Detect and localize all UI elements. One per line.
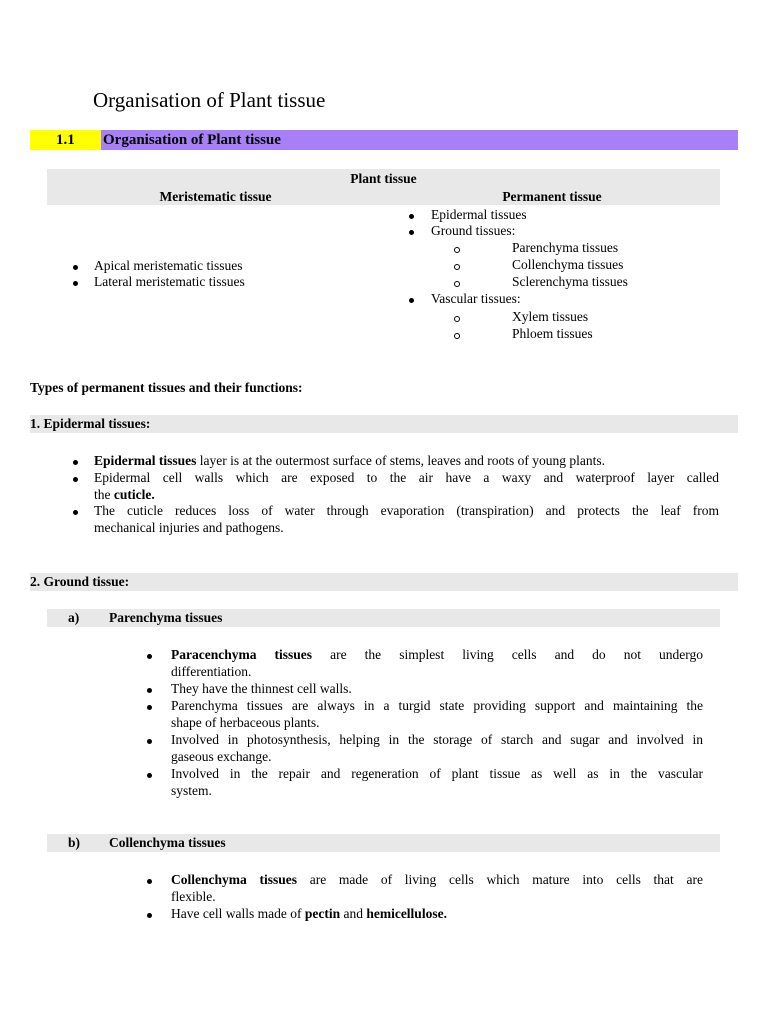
section-title: Organisation of Plant tissue: [101, 130, 738, 150]
column-permanent: Permanent tissue: [502, 189, 602, 204]
bullet-icon: [409, 214, 414, 219]
sub-list-item: Parenchyma tissues: [512, 240, 619, 255]
list-item: Have cell walls made of pectin and hemicellulose.: [171, 906, 447, 921]
sub-bullet-icon: [454, 264, 460, 270]
sub-bullet-icon: [454, 247, 460, 253]
bullet-icon: [409, 298, 414, 303]
bullet-icon: [73, 460, 78, 465]
bullet-icon: [147, 739, 152, 744]
sub-bullet-icon: [454, 333, 460, 339]
list-item-continued: differentiation.: [171, 664, 252, 679]
list-item: Ground tissues:: [431, 223, 516, 238]
list-item: The cuticle reduces loss of water through evaporation (transpiration) and protects the leaf from: [94, 503, 719, 518]
bullet-icon: [409, 230, 414, 235]
subsection-label: b): [68, 835, 81, 850]
list-item-continued: gaseous exchange.: [171, 749, 272, 764]
column-meristematic: Meristematic tissue: [159, 189, 272, 204]
sub-list-item: Collenchyma tissues: [512, 257, 624, 272]
bullet-icon: [147, 773, 152, 778]
section-number: 1.1: [30, 130, 101, 150]
list-item: Epidermal cell walls which are exposed to the air have a waxy and waterproof layer called: [94, 470, 719, 485]
document-title: Organisation of Plant tissue: [93, 88, 326, 112]
bullet-icon: [73, 477, 78, 482]
sub-list-item: Xylem tissues: [512, 309, 589, 324]
table-caption: Plant tissue: [350, 171, 417, 186]
list-item: Paracenchyma tissues are the simplest living cells and do not undergo: [171, 647, 704, 662]
subsection-collenchyma: [47, 834, 720, 852]
list-item-continued: the cuticle.: [94, 487, 155, 502]
subsection-label: a): [68, 610, 80, 625]
list-item: Involved in photosynthesis, helping in the storage of starch and sugar and involved in: [171, 732, 703, 747]
bullet-icon: [73, 281, 78, 286]
table-header: [47, 169, 720, 205]
ground-heading: 2. Ground tissue:: [30, 573, 738, 591]
list-item: Parenchyma tissues are always in a turgid state providing support and maintaining the: [171, 698, 703, 713]
list-item-continued: mechanical injuries and pathogens.: [94, 520, 284, 535]
list-item-continued: system.: [171, 783, 212, 798]
sub-bullet-icon: [454, 316, 460, 322]
bullet-icon: [147, 913, 152, 918]
list-item: Lateral meristematic tissues: [94, 274, 245, 289]
list-item-continued: shape of herbaceous plants.: [171, 715, 320, 730]
list-item: Epidermal tissues layer is at the outermost surface of stems, leaves and roots of young plants.: [94, 453, 606, 468]
list-item: Apical meristematic tissues: [94, 258, 243, 273]
list-item-continued: flexible.: [171, 889, 216, 904]
list-item: Epidermal tissues: [431, 207, 527, 222]
bullet-icon: [73, 510, 78, 515]
list-item: Involved in the repair and regeneration of plant tissue as well as in the vascular: [171, 766, 703, 781]
sub-list-item: Sclerenchyma tissues: [512, 274, 628, 289]
bullet-icon: [73, 265, 78, 270]
types-heading: Types of permanent tissues and their functions:: [30, 380, 303, 395]
bullet-icon: [147, 879, 152, 884]
subsection-parenchyma: [47, 609, 720, 627]
list-item: Vascular tissues:: [431, 291, 521, 306]
subsection-title: Parenchyma tissues: [109, 610, 223, 625]
epidermal-heading: 1. Epidermal tissues:: [30, 415, 738, 433]
bullet-icon: [147, 654, 152, 659]
list-item: Collenchyma tissues are made of living cells which mature into cells that are: [171, 872, 703, 887]
bullet-icon: [147, 688, 152, 693]
sub-bullet-icon: [454, 281, 460, 287]
bullet-icon: [147, 705, 152, 710]
sub-list-item: Phloem tissues: [512, 326, 593, 341]
subsection-title: Collenchyma tissues: [109, 835, 226, 850]
list-item: They have the thinnest cell walls.: [171, 681, 352, 696]
